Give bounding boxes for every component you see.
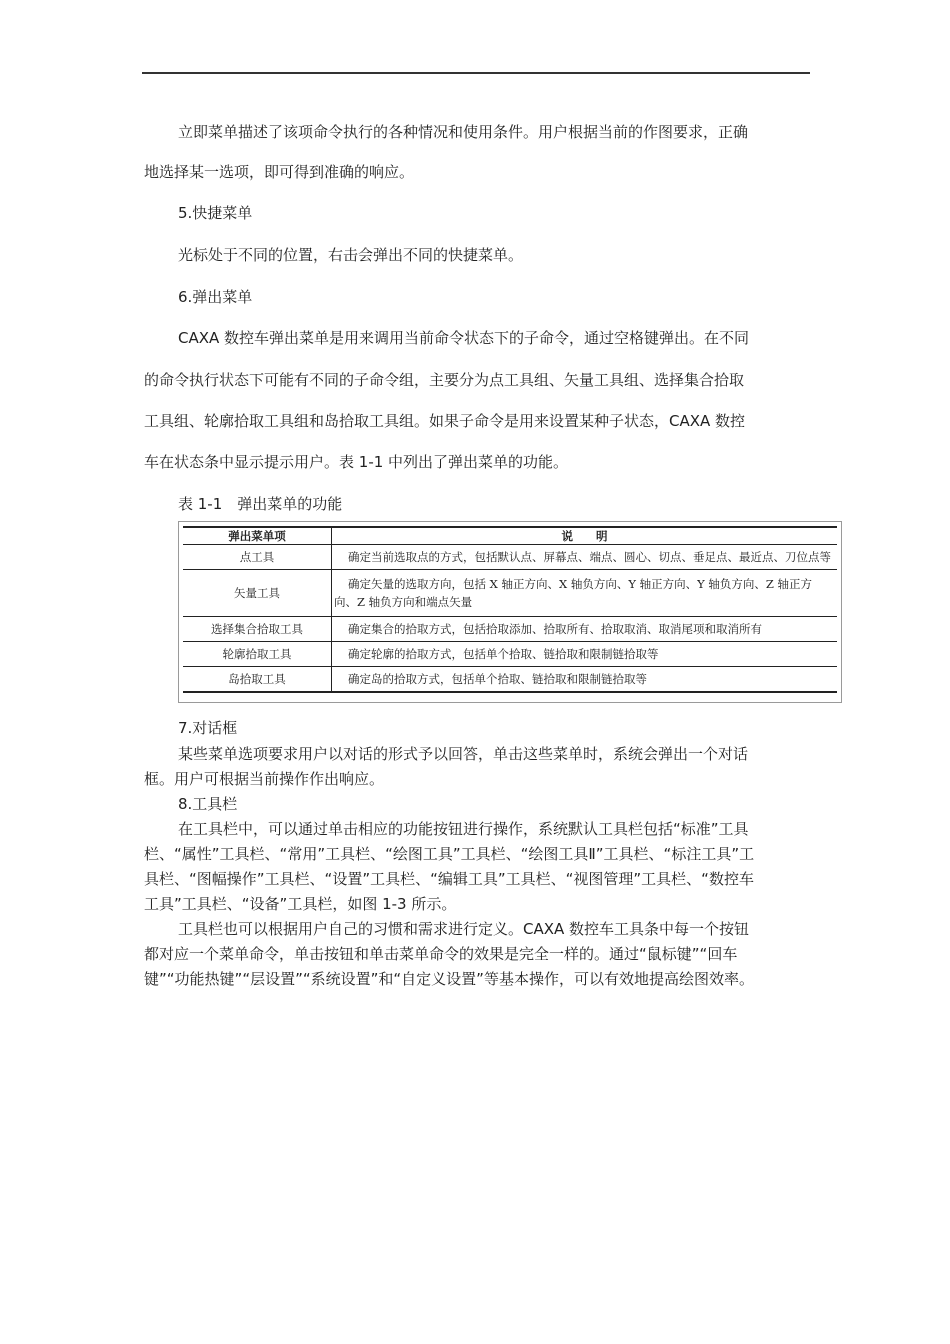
paragraph-popup-line4: 车在状态条中显示提示用户。表 1-1 中列出了弹出菜单的功能。 [144, 453, 569, 471]
row-description: 确定岛的拾取方式，包括单个拾取、链拾取和限制链拾取等 [348, 671, 647, 686]
header-rule [142, 72, 810, 74]
paragraph-toolbar-line1: 在工具栏中，可以通过单击相应的功能按钮进行操作，系统默认工具栏包括“标准”工具 [178, 820, 749, 838]
row-description: 确定集合的拾取方式，包括拾取添加、拾取所有、拾取取消、取消尾项和取消所有 [348, 622, 762, 636]
paragraph-immediate-menu-line1: 立即菜单描述了该项命令执行的各种情况和使用条件。用户根据当前的作图要求，正确 [178, 123, 749, 141]
paragraph-toolbar-line3: 具栏、“图幅操作”工具栏、“设置”工具栏、“编辑工具”工具栏、“视图管理”工具栏、“数控车 [144, 870, 754, 888]
table-row [183, 642, 837, 667]
paragraph-toolbar-line4: 工具”工具栏、“设备”工具栏，如图 1-3 所示。 [144, 895, 457, 913]
paragraph-immediate-menu-line2: 地选择某一选项，即可得到准确的响应。 [144, 163, 415, 181]
popup-menu-table [183, 526, 837, 693]
popup-menu-table-frame [178, 521, 842, 703]
table-header-row [183, 527, 837, 545]
paragraph-popup-line2: 的命令执行状态下可能有不同的子命令组，主要分为点工具组、矢量工具组、选择集合拾取 [144, 371, 745, 389]
paragraph-custom-toolbar-line3: 键”“功能热键”“层设置”“系统设置”和“自定义设置”等基本操作，可以有效地提高绘图效率。 [144, 970, 754, 988]
column-header-description: 说 明 [561, 529, 608, 543]
row-item: 选择集合拾取工具 [183, 617, 332, 642]
table-row [183, 667, 837, 692]
row-description: 确定轮廓的拾取方式，包括单个拾取、链拾取和限制链拾取等 [348, 647, 659, 661]
row-item: 点工具 [183, 545, 332, 570]
table-row [183, 617, 837, 642]
heading-popup-menu: 6.弹出菜单 [178, 288, 253, 306]
heading-dialog: 7.对话框 [178, 719, 238, 737]
heading-toolbar: 8.工具栏 [178, 795, 238, 813]
heading-shortcut-menu: 5.快捷菜单 [178, 204, 253, 222]
paragraph-dialog-line2: 框。用户可根据当前操作作出响应。 [144, 770, 385, 788]
row-item: 矢量工具 [183, 570, 332, 617]
row-item: 轮廓拾取工具 [183, 642, 332, 667]
table-row [183, 570, 837, 617]
table-row [183, 545, 837, 570]
paragraph-shortcut-menu: 光标处于不同的位置，右击会弹出不同的快捷菜单。 [178, 246, 524, 264]
column-header-item: 弹出菜单项 [183, 527, 332, 545]
row-description: 确定矢量的选取方向，包括 X 轴正方向、X 轴负方向、Y 轴正方向、Y 轴负方向、Z 轴正方 向、Z 轴负方向和端点矢量 [334, 577, 812, 609]
paragraph-dialog-line1: 某些菜单选项要求用户以对话的形式予以回答，单击这些菜单时，系统会弹出一个对话 [178, 745, 749, 763]
paragraph-toolbar-line2: 栏、“属性”工具栏、“常用”工具栏、“绘图工具”工具栏、“绘图工具Ⅱ”工具栏、“标注工具”工 [144, 845, 755, 863]
table-caption: 表 1-1 弹出菜单的功能 [178, 495, 343, 513]
row-description: 确定当前选取点的方式，包括默认点、屏幕点、端点、圆心、切点、垂足点、最近点、刀位点等 [348, 550, 831, 564]
row-item: 岛拾取工具 [183, 667, 332, 692]
paragraph-popup-line1: CAXA 数控车弹出菜单是用来调用当前命令状态下的子命令，通过空格键弹出。在不同 [178, 329, 750, 347]
paragraph-custom-toolbar-line1: 工具栏也可以根据用户自己的习惯和需求进行定义。CAXA 数控车工具条中每一个按钮 [178, 920, 750, 938]
paragraph-custom-toolbar-line2: 都对应一个菜单命令，单击按钮和单击菜单命令的效果是完全一样的。通过“鼠标键”“回车 [144, 945, 738, 963]
paragraph-popup-line3: 工具组、轮廓拾取工具组和岛拾取工具组。如果子命令是用来设置某种子状态，CAXA 数控 [144, 412, 746, 430]
